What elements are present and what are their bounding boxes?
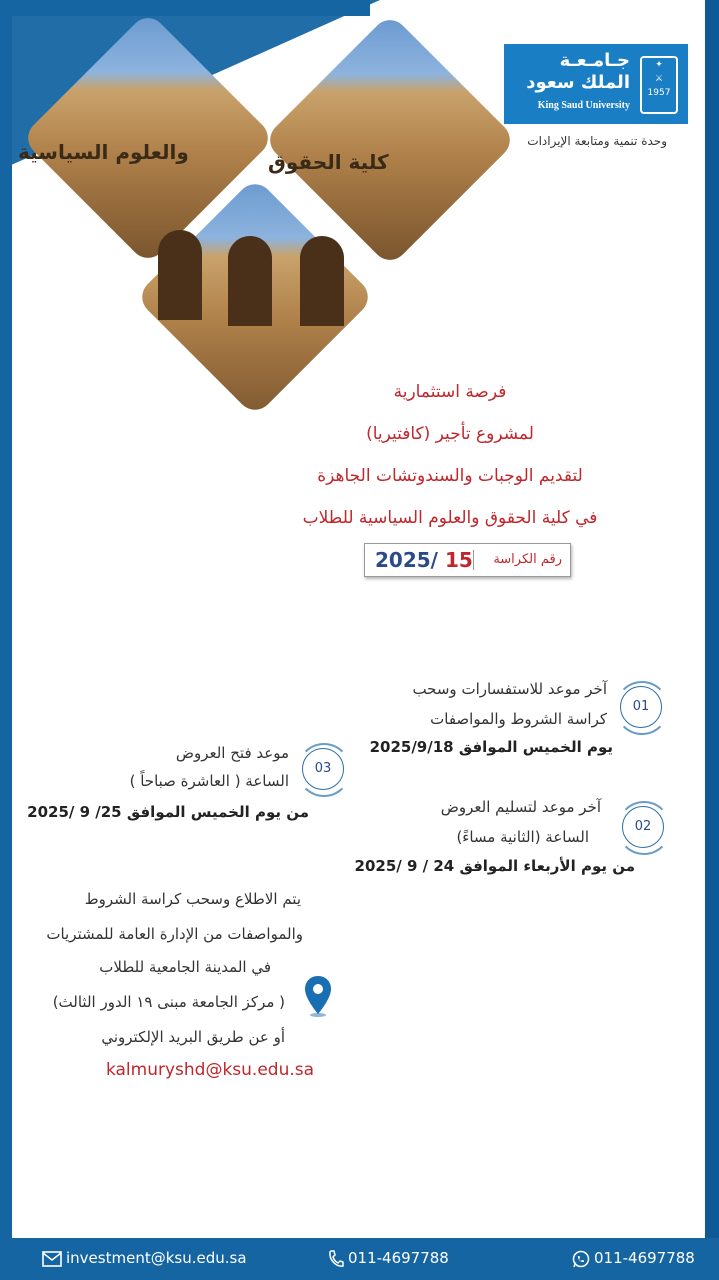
step-01-line3: يوم الخميس الموافق 2025/9/18 bbox=[369, 738, 613, 756]
step-02-badge: 02 bbox=[622, 806, 664, 848]
ksu-logo bbox=[504, 44, 688, 124]
mail-icon bbox=[42, 1251, 62, 1267]
logo-arabic-line1: جـامـعـة bbox=[559, 50, 630, 71]
building-arch bbox=[300, 236, 344, 326]
palm-emblem-icon: ✦ ⚔ 1957 bbox=[640, 56, 678, 114]
contact-email[interactable]: kalmuryshd@ksu.edu.sa bbox=[105, 1060, 315, 1080]
step-02-line1: آخر موعد لتسليم العروض bbox=[440, 798, 601, 816]
building-sign-left: والعلوم السياسية bbox=[18, 140, 189, 164]
unit-name: وحدة تنمية ومتابعة الإيرادات bbox=[527, 134, 667, 148]
location-line3: في المدينة الجامعية للطلاب bbox=[99, 958, 271, 976]
title-line4: في كلية الحقوق والعلوم السياسية للطلاب bbox=[302, 508, 598, 528]
step-02-line3: من يوم الأربعاء الموافق 24 / 9 /2025 bbox=[354, 857, 635, 875]
location-line5: أو عن طريق البريد الإلكتروني bbox=[101, 1028, 285, 1046]
title-line1: فرصة استثمارية bbox=[393, 382, 507, 402]
location-line4: ( مركز الجامعة مبنى ١٩ الدور الثالث) bbox=[52, 993, 285, 1011]
title-line3: لتقديم الوجبات والسندوتشات الجاهزة bbox=[317, 466, 583, 486]
step-01-badge: 01 bbox=[620, 686, 662, 728]
logo-english: King Saud University bbox=[537, 100, 630, 111]
step-03-badge: 03 bbox=[302, 748, 344, 790]
footer-bar bbox=[0, 1238, 719, 1280]
location-line2: والمواصفات من الإدارة العامة للمشتريات bbox=[46, 925, 303, 943]
footer-phone[interactable]: 011-4697788 bbox=[328, 1249, 449, 1268]
location-pin-icon bbox=[303, 974, 333, 1018]
building-arch bbox=[158, 230, 202, 320]
step-01-line1: آخر موعد للاستفسارات وسحب bbox=[412, 680, 607, 698]
booklet-number-box bbox=[364, 543, 571, 577]
step-01-line2: كراسة الشروط والمواصفات bbox=[430, 710, 607, 728]
step-02-line2: الساعة (الثانية مساءً) bbox=[456, 828, 589, 846]
building-arch bbox=[228, 236, 272, 326]
frame-left bbox=[0, 0, 12, 1240]
phone-icon bbox=[328, 1250, 344, 1268]
building-sign-right: كلية الحقوق bbox=[268, 150, 389, 174]
frame-right bbox=[705, 0, 719, 1240]
booklet-number: 2025/ 15 bbox=[375, 548, 473, 572]
footer-whatsapp[interactable]: 011-4697788 bbox=[572, 1249, 695, 1268]
footer-email[interactable]: investment@ksu.edu.sa bbox=[42, 1249, 247, 1267]
step-03-line1: موعد فتح العروض bbox=[175, 744, 289, 762]
logo-arabic-line2: الملك سعود bbox=[526, 72, 630, 93]
logo-year: 1957 bbox=[647, 88, 671, 98]
location-line1: يتم الاطلاع وسحب كراسة الشروط bbox=[84, 890, 301, 908]
whatsapp-icon bbox=[572, 1250, 590, 1268]
step-03-line3: من يوم الخميس الموافق 25/ 9 /2025 bbox=[27, 803, 309, 821]
step-03-line2: الساعة ( العاشرة صباحاً ) bbox=[129, 772, 289, 790]
booklet-label: رقم الكراسة bbox=[493, 552, 562, 567]
title-line2: لمشروع تأجير (كافتيريا) bbox=[366, 424, 534, 444]
